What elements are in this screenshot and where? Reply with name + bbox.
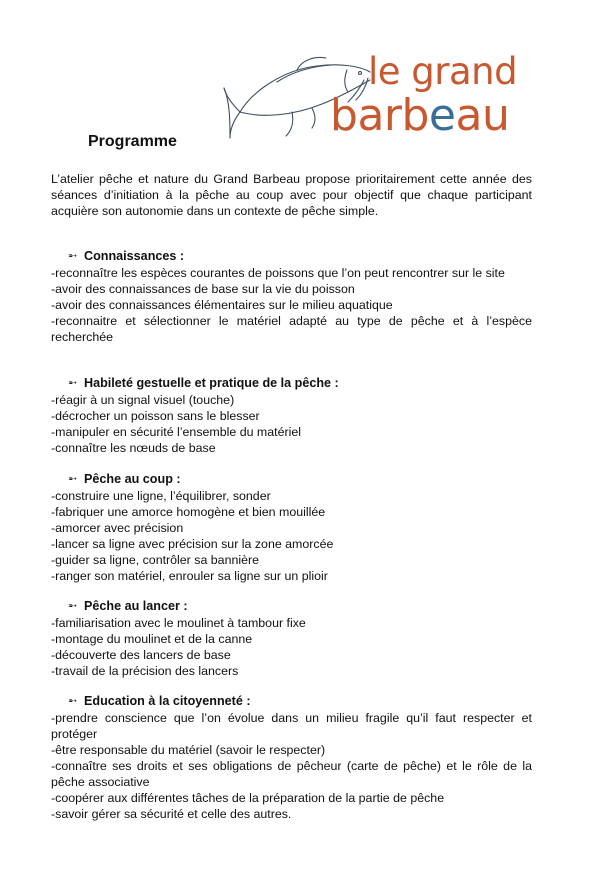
arrow-bullet-icon: ➵: [68, 473, 78, 485]
logo-text-arb: arb: [357, 90, 429, 141]
list-item: -être responsable du matériel (savoir le respecter): [51, 743, 326, 757]
list-item: -découverte des lancers de base: [51, 648, 231, 662]
logo-text-line1: le grand: [368, 50, 518, 93]
arrow-bullet-icon: ➵: [68, 695, 78, 707]
section-habilete: [51, 375, 532, 456]
section-citoyennete: [51, 693, 532, 822]
list-item: -lancer sa ligne avec précision sur la zone amorcée: [51, 537, 334, 551]
arrow-bullet-icon: ➵: [68, 600, 78, 612]
list-item: -guider sa ligne, contrôler sa bannière: [51, 553, 260, 567]
logo-letter-e: e: [428, 90, 456, 141]
list-item: -coopérer aux différentes tâches de la préparation de la partie de pêche: [51, 791, 445, 805]
section-heading: [51, 471, 532, 487]
list-item: -familiarisation avec le moulinet à tambour fixe: [51, 616, 306, 630]
list-item: -travail de la précision des lancers: [51, 664, 239, 678]
section-heading: [51, 598, 532, 614]
section-heading-label: Connaissances :: [84, 249, 185, 263]
logo: [222, 52, 532, 144]
section-peche-au-coup: [51, 471, 532, 584]
page-title: Programme: [88, 133, 177, 150]
list-item: -avoir des connaissances de base sur la vie du poisson: [51, 282, 355, 296]
list-item: -décrocher un poisson sans le blesser: [51, 409, 260, 423]
list-item: -reconnaitre et sélectionner le matériel adapté au type de pêche et à l’espèce recherchée: [51, 314, 532, 344]
list-item: -connaître les nœuds de base: [51, 441, 216, 455]
logo-text-line2: [330, 90, 509, 141]
section-heading: [51, 375, 532, 391]
list-item: -savoir gérer sa sécurité et celle des autres.: [51, 807, 292, 821]
list-item: -ranger son matériel, enrouler sa ligne sur un plioir: [51, 569, 328, 583]
section-heading-label: Education à la citoyenneté :: [84, 694, 251, 708]
list-item: -amorcer avec précision: [51, 521, 184, 535]
logo-text-au: au: [455, 90, 510, 141]
section-heading: [51, 248, 532, 264]
list-item: -reconnaître les espèces courantes de poissons que l’on peut rencontrer sur le site: [51, 266, 505, 280]
logo-letter-b: b: [330, 90, 358, 141]
list-item: -connaître ses droits et ses obligations de pêcheur (carte de pêche) et le rôle de la pêche associative: [51, 759, 532, 789]
section-peche-au-lancer: [51, 598, 532, 679]
list-item: -manipuler en sécurité l’ensemble du matériel: [51, 425, 301, 439]
list-item: -montage du moulinet et de la canne: [51, 632, 253, 646]
list-item: -construire une ligne, l’équilibrer, sonder: [51, 489, 271, 503]
section-heading-label: Pêche au coup :: [84, 472, 181, 486]
section-heading: [51, 693, 532, 709]
list-item: -réagir à un signal visuel (touche): [51, 393, 235, 407]
section-heading-label: Habileté gestuelle et pratique de la pêche :: [84, 376, 339, 390]
intro-paragraph: L’atelier pêche et nature du Grand Barbeau propose prioritairement cette année des séances d’initiation à la pêche au coup avec pour objectif que chaque participant acquière son autonomie dans un contexte de pêche simple.: [51, 172, 532, 218]
list-item: -fabriquer une amorce homogène et bien mouillée: [51, 505, 326, 519]
list-item: -prendre conscience que l’on évolue dans un milieu fragile qu’il faut respecter et protéger: [51, 711, 532, 741]
arrow-bullet-icon: ➵: [68, 377, 78, 389]
arrow-bullet-icon: ➵: [68, 250, 78, 262]
list-item: -avoir des connaissances élémentaires sur le milieu aquatique: [51, 298, 393, 312]
section-connaissances: [51, 248, 532, 345]
section-heading-label: Pêche au lancer :: [84, 599, 188, 613]
